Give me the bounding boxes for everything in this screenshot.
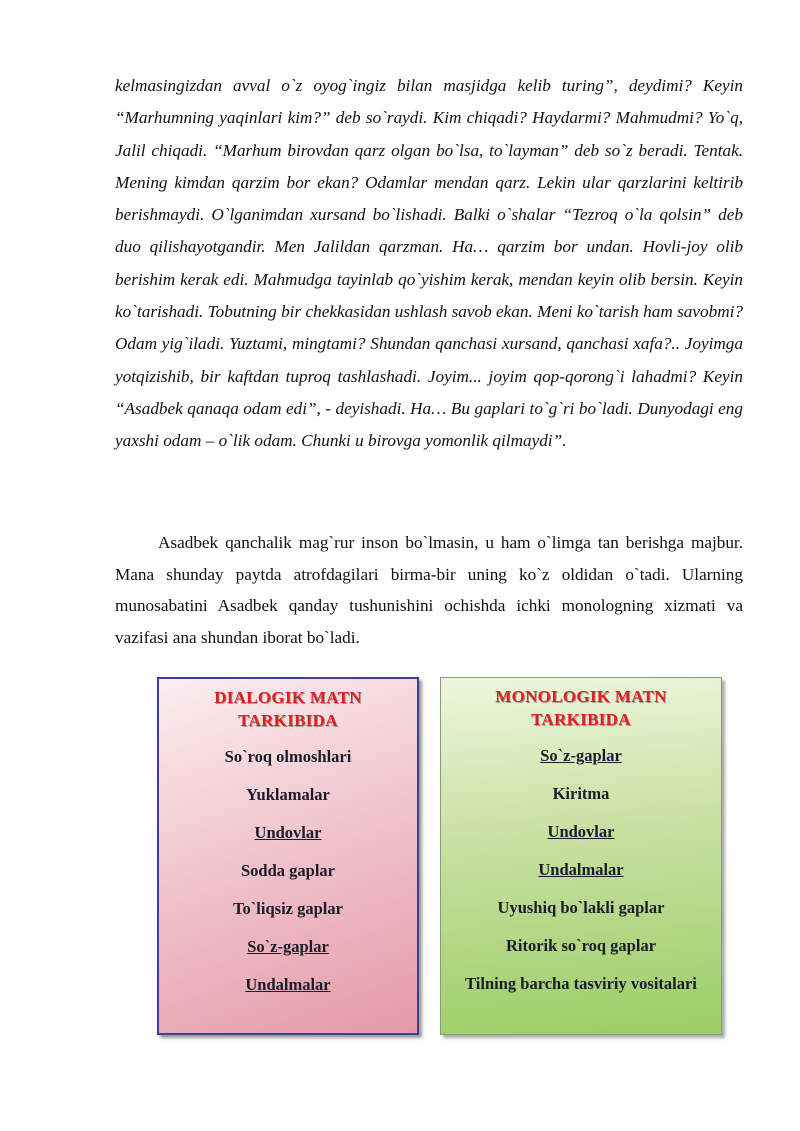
list-item: So`z-gaplar [247, 937, 329, 956]
list-item: Yuklamalar [246, 785, 330, 804]
list-item: Undalmalar [245, 975, 331, 994]
monologik-list [441, 745, 721, 995]
list-item: To`liqsiz gaplar [233, 899, 343, 918]
italic-paragraph: kelmasingizdan avval o`z oyog`ingiz bilan masjidga kelib turing”, deydimi? Keyin “Marhumning yaqinlari kim?” deb so`raydi. Kim chiqadi? Haydarmi? Mahmudmi? Yo`q, Jalil chiqadi. “Marhum birovdan qarz olgan bo`lsa, to`layman” deb so`z beradi. Tentak. Mening kimdan qarzim bor ekan? Odamlar mendan qarz. Lekin ular qarzlarini keltirib berishmaydi. O`lganimdan xursand bo`lishadi. Balki o`shalar “Tezroq o`la qolsin” deb duo qilishayotgandir. Men Jalildan qarzman. Ha… qarzim bor undan. Hovli-joy olib berishim kerak edi. Mahmudga tayinlab qo`yishim kerak, mendan keyin olib bersin. Keyin ko`tarishadi. Tobutning bir chekkasidan ushlash savob ekan. Meni ko`tarish ham savobmi? Odam yig`iladi. Yuztami, mingtami? Shundan qanchasi xursand, qanchasi xafa?.. Joyimga yotqizishib, bir kaftdan tuproq tashlashadi. Joyim... joyim qop-qorong`i lahadmi? Keyin “Asadbek qanaqa odam edi”, - deyishadi. Ha… Bu gaplari to`g`ri bo`ladi. Dunyodagi eng yaxshi odam – o`lik odam. Chunki u birovga yomonlik qilmaydi”. [115, 76, 743, 451]
monologik-title-line1: MONOLOGIK MATN [495, 687, 667, 706]
list-item: Ritorik so`roq gaplar [505, 936, 657, 955]
monologik-panel [440, 677, 722, 1035]
list-item: Tilning barcha tasviriy vositalari [465, 974, 697, 993]
list-item: Undovlar [254, 823, 322, 842]
dialogik-title-line2: TARKIBIDA [238, 711, 338, 730]
dialogik-list [159, 746, 417, 996]
list-item: Kiritma [552, 784, 610, 803]
dialogik-panel [157, 677, 419, 1035]
list-item: Sodda gaplar [241, 861, 335, 880]
monologik-title [441, 685, 721, 731]
list-item: Undalmalar [538, 860, 624, 879]
body-paragraph: Asadbek qanchalik mag`rur inson bo`lmasin, u ham o`limga tan berishga majbur. Mana shunday paytda atrofdagilari birma-bir uning ko`z oldidan o`tadi. Ularning munosabatini Asadbek qanday tushunishini ochishda ichki monologning xizmati va vazifasi ana shundan iborat bo`ladi. [115, 533, 743, 647]
list-item: So`z-gaplar [540, 746, 622, 765]
dialogik-title [159, 686, 417, 732]
dialogik-title-line1: DIALOGIK MATN [214, 688, 362, 707]
list-item: Undovlar [547, 822, 615, 841]
list-item: So`roq olmoshlari [224, 747, 352, 766]
monologik-title-line2: TARKIBIDA [531, 710, 631, 729]
list-item: Uyushiq bo`lakli gaplar [497, 898, 665, 917]
